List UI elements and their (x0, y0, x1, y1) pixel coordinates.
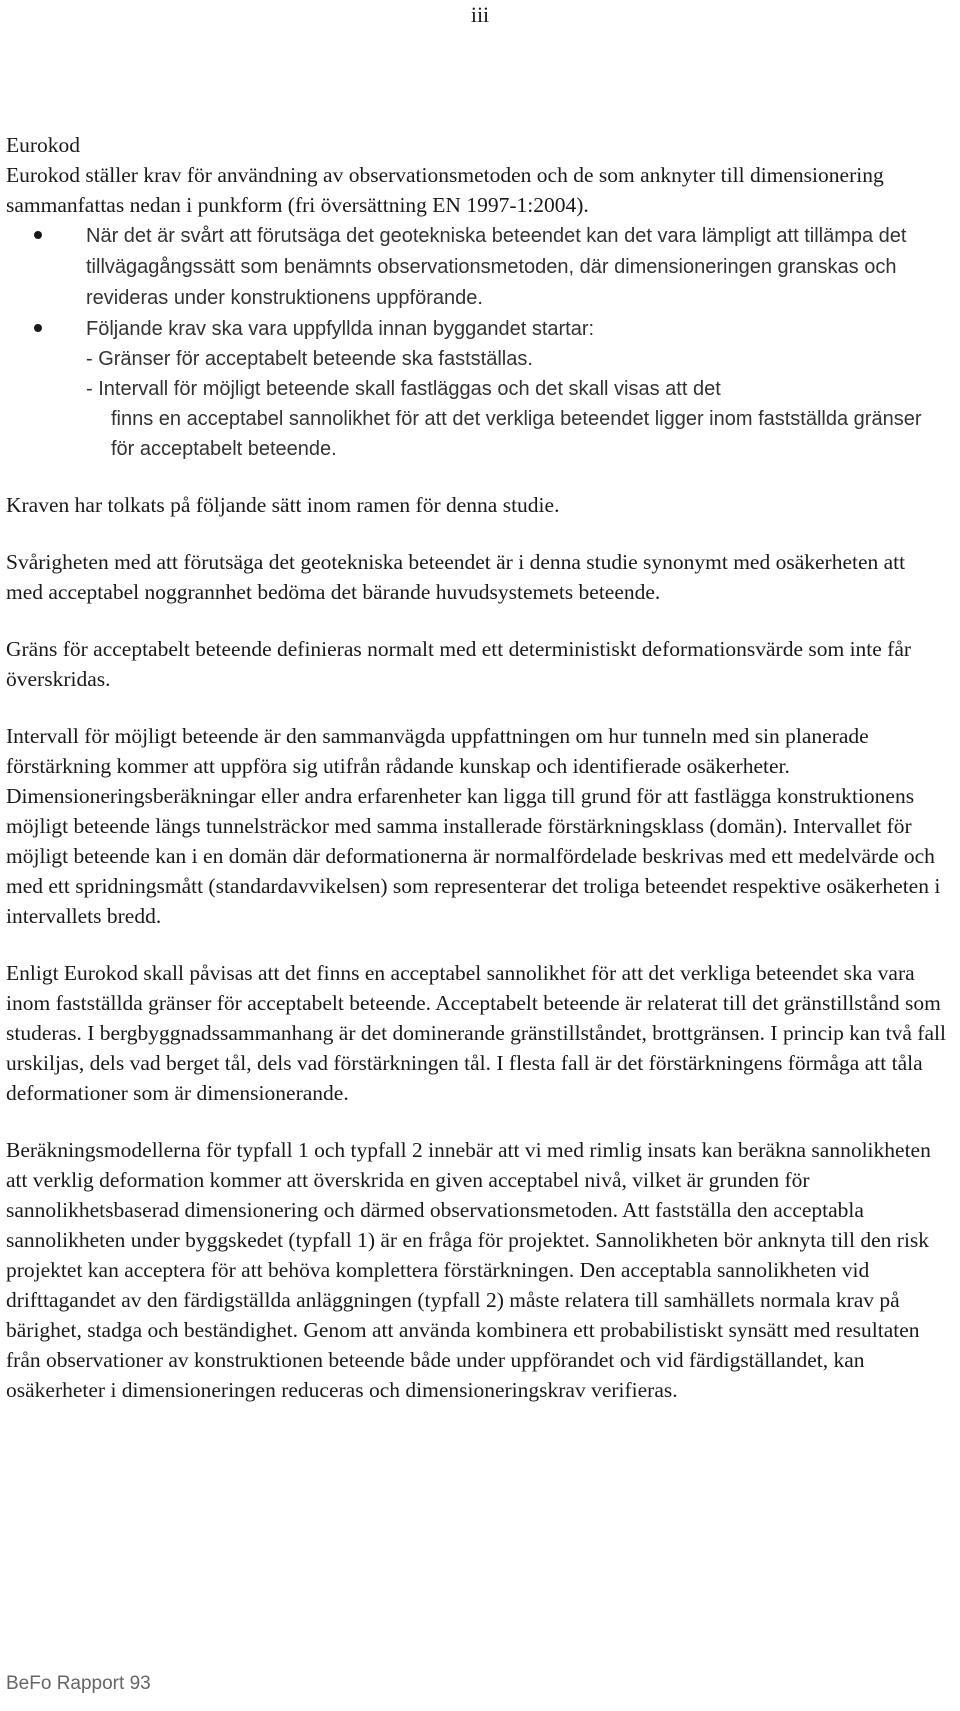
report-footer: BeFo Rapport 93 (6, 1673, 151, 1694)
paragraph: Beräkningsmodellerna för typfall 1 och typfall 2 innebär att vi med rimlig insats kan beräkna sannolikheten att verklig deformation kommer att överskrida en given acceptabel nivå, vilket är grunden för sannolikhetsbaserad dimensionering och därmed observationsmetoden. Att fastställa den acceptabla sannolikheten under byggskedet (typfall 1) är en fråga för projektet. Sannolikheten bör anknyta till den risk projektet kan acceptera för att behöva komplettera förstärkningen. Den acceptabla sannolikheten vid drifttagandet av den färdigställda anläggningen (typfall 2) måste relatera till samhällets normala krav på bärighet, stadga och beständighet. Genom att använda kombinera ett probabilistiskt synsätt med resultaten från observationer av konstruktionen beteende både under uppförandet och vid färdigställandet, kan osäkerheter i dimensioneringen reduceras och dimensioneringskrav verifieras. (6, 1138, 931, 1402)
list-item (6, 313, 946, 464)
bullet-text: När det är svårt att förutsäga det geotekniska beteendet kan det vara lämpligt att tillämpa det tillvägagångssätt som benämnts observationsmetoden, där dimensioneringen granskas och revideras under konstruktionens uppförande. (86, 225, 907, 309)
list-item (6, 220, 946, 313)
section-heading: Eurokod (6, 133, 81, 157)
paragraph: Svårigheten med att förutsäga det geotekniska beteendet är i denna studie synonymt med osäkerheten att med acceptabel noggrannhet bedöma det bärande huvudsystemets beteende. (6, 550, 906, 604)
bullet-subitem-continuation: finns en acceptabel sannolikhet för att det verkliga beteendet ligger inom fastställda gränser för acceptabelt beteende. (111, 408, 922, 460)
page-number: iii (470, 2, 490, 27)
bullet-subitem: - Intervall för möjligt beteende skall fastläggas och det skall visas att det (86, 378, 721, 400)
bullet-text: Följande krav ska vara uppfyllda innan byggandet startar: (86, 318, 595, 340)
bullet-subitem: - Gränser för acceptabelt beteende ska fastställas. (86, 348, 533, 370)
requirements-list (6, 220, 946, 464)
paragraph: Enligt Eurokod skall påvisas att det finns en acceptabel sannolikhet för att det verkliga beteendet ska vara inom fastställda gränser för acceptabelt beteende. Acceptabelt beteende är relaterat till det gränstillstånd som studeras. I bergbyggnadssammanhang är det dominerande gränstillståndet, brottgränsen. I princip kan två fall urskiljas, dels vad berget tål, dels vad förstärkningen tål. I flesta fall är det förstärkningens förmåga att tåla deformationer som är dimensionerande. (6, 961, 946, 1105)
intro-paragraph: Eurokod ställer krav för användning av observationsmetoden och de som anknyter till dimensionering sammanfattas nedan i punkform (fri översättning EN 1997-1:2004). (6, 163, 884, 217)
paragraph: Gräns för acceptabelt beteende definieras normalt med ett deterministiskt deformationsvärde som inte får överskridas. (6, 637, 912, 691)
document-body (6, 130, 946, 1405)
bullet-icon (34, 324, 42, 332)
paragraph: Intervall för möjligt beteende är den sammanvägda uppfattningen om hur tunneln med sin planerade förstärkning kommer att uppföra sig utifrån rådande kunskap och identifierade osäkerheter. Dimensioneringsberäkningar eller andra erfarenheter kan ligga till grund för att fastlägga konstruktionens möjligt beteende längs tunnelsträckor med samma installerade förstärkningsklass (domän). Intervallet för möjligt beteende kan i en domän där deformationerna är normalfördelade beskrivas med ett medelvärde och med ett spridningsmått (standardavvikelsen) som representerar det troliga beteendet respektive osäkerheten i intervallets bredd. (6, 724, 941, 928)
bullet-icon (34, 231, 42, 239)
paragraph: Kraven har tolkats på följande sätt inom ramen för denna studie. (6, 493, 560, 517)
